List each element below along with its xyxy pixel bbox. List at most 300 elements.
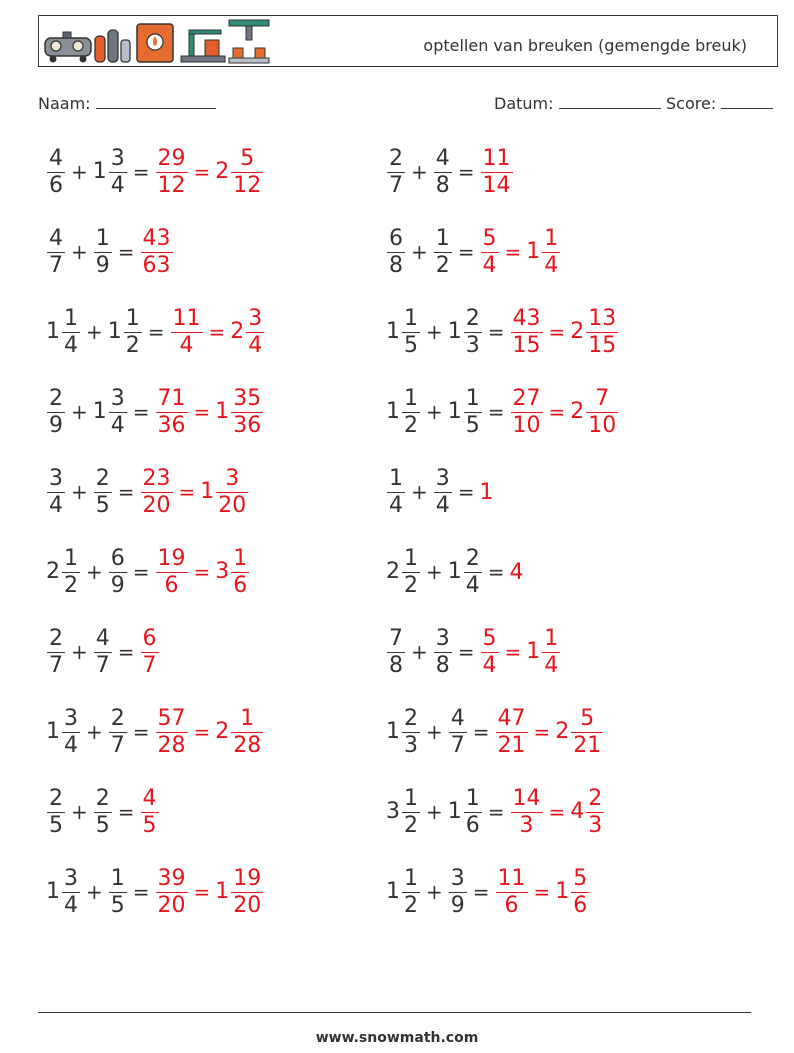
addend-2-numerator: 4 (95, 626, 110, 652)
problem-item (386, 620, 561, 684)
answer-improper-denominator: 4 (482, 252, 497, 278)
addend-1-numerator: 3 (64, 866, 78, 892)
addend-1-fraction (387, 626, 405, 678)
addend-2-denominator: 5 (465, 412, 480, 438)
equals-sign: = (117, 480, 135, 504)
score-label: Score: (666, 94, 717, 113)
answer-improper-numerator: 47 (497, 706, 526, 732)
answer-improper-numerator: 23 (142, 466, 171, 492)
equals-sign: = (117, 640, 135, 664)
addend-1 (386, 546, 421, 598)
problem-item (386, 700, 604, 764)
answer (495, 706, 605, 758)
answer-mixed (555, 706, 604, 758)
problem-item (386, 300, 619, 364)
addend-1-denominator: 4 (64, 332, 78, 358)
answer-mixed (215, 546, 250, 598)
plus-sign: + (71, 800, 88, 824)
addend-1-whole: 1 (386, 719, 400, 744)
plus-sign: + (86, 320, 103, 344)
equals-sign: = (504, 640, 522, 664)
answer-improper-fraction (496, 866, 528, 918)
answer-improper-denominator: 5 (142, 812, 157, 838)
worksheet-header (38, 15, 778, 67)
plus-sign: + (426, 880, 443, 904)
addend-2 (433, 226, 453, 278)
equals-sign: = (457, 160, 475, 184)
addend-1-denominator: 4 (64, 892, 78, 918)
addend-1 (46, 546, 81, 598)
addend-2-fraction (464, 786, 482, 838)
answer-mixed-whole: 1 (215, 399, 230, 424)
equals-sign: = (132, 160, 150, 184)
addend-2-fraction (109, 146, 127, 198)
addend-2-denominator: 8 (435, 652, 450, 678)
answer-mixed-whole: 4 (570, 799, 585, 824)
answer-mixed (230, 306, 265, 358)
plus-sign: + (86, 880, 103, 904)
addend-2-fraction (94, 786, 112, 838)
equals-sign: = (193, 720, 211, 744)
name-blank[interactable] (96, 94, 216, 109)
plus-sign: + (71, 160, 88, 184)
answer (480, 626, 562, 678)
answer-mixed-denominator: 36 (233, 412, 262, 438)
answer-improper-whole: 1 (479, 479, 494, 505)
answer-improper-fraction (141, 466, 173, 518)
answer-mixed-fraction (231, 146, 263, 198)
addend-2-denominator: 9 (450, 892, 465, 918)
answer-mixed-whole: 1 (215, 879, 230, 904)
answer-mixed-fraction (231, 546, 249, 598)
addend-2 (93, 146, 128, 198)
problem-item (46, 540, 250, 604)
answer-improper-denominator: 63 (142, 252, 171, 278)
answer (480, 226, 562, 278)
addend-1-numerator: 3 (49, 466, 63, 492)
addend-1-whole: 1 (46, 879, 60, 904)
addend-2 (433, 626, 453, 678)
addend-2-numerator: 1 (110, 866, 125, 892)
equals-sign: = (132, 560, 150, 584)
score-field[interactable] (666, 94, 773, 113)
footer-url: www.snowmath.com (315, 1030, 479, 1046)
problem-item (46, 860, 264, 924)
addend-1-fraction (47, 626, 65, 678)
addend-2-denominator: 2 (125, 332, 140, 358)
answer-mixed (215, 386, 264, 438)
addend-1 (46, 786, 66, 838)
addend-2-whole: 1 (447, 319, 462, 344)
problem-item (386, 140, 514, 204)
answer-mixed-whole: 2 (230, 319, 245, 344)
answer-improper-fraction (156, 866, 188, 918)
addend-2 (433, 146, 453, 198)
plus-sign: + (71, 400, 88, 424)
answer-improper-numerator: 29 (157, 146, 186, 172)
problem-item (46, 380, 264, 444)
answer-mixed-denominator: 6 (573, 892, 588, 918)
equals-sign: = (472, 720, 490, 744)
answer-improper-denominator: 20 (157, 892, 186, 918)
addend-1 (46, 306, 81, 358)
answer-improper-numerator: 6 (142, 626, 157, 652)
answer-improper (140, 786, 160, 838)
equals-sign: = (132, 880, 150, 904)
answer-improper-fraction (511, 786, 543, 838)
addend-1-numerator: 7 (389, 626, 403, 652)
answer-mixed-whole: 2 (215, 159, 230, 184)
addend-1 (386, 626, 406, 678)
answer-improper (495, 706, 529, 758)
equals-sign: = (178, 480, 196, 504)
answer-mixed (570, 386, 619, 438)
addend-1-denominator: 4 (64, 732, 78, 758)
answer-mixed-denominator: 20 (233, 892, 262, 918)
addend-2 (93, 626, 113, 678)
answer-improper-numerator: 14 (512, 786, 541, 812)
problem-item (46, 780, 160, 844)
answer (140, 786, 160, 838)
addend-1-fraction (47, 786, 65, 838)
addend-1-numerator: 1 (404, 386, 418, 412)
equals-sign: = (533, 880, 551, 904)
answer-mixed-whole: 2 (555, 719, 570, 744)
answer-improper-numerator: 11 (497, 866, 526, 892)
plus-sign: + (426, 400, 443, 424)
answer-mixed-numerator: 1 (544, 226, 559, 252)
answer (510, 786, 606, 838)
addend-2-denominator: 4 (465, 572, 480, 598)
answer (155, 546, 251, 598)
addend-2-numerator: 4 (450, 706, 465, 732)
score-blank[interactable] (721, 94, 773, 109)
answer-mixed-numerator: 1 (233, 546, 248, 572)
answer (510, 306, 620, 358)
answer (480, 480, 495, 505)
addend-1 (46, 466, 66, 518)
answer-mixed-numerator: 13 (588, 306, 617, 332)
addend-2-fraction (94, 626, 112, 678)
addend-1-numerator: 1 (404, 866, 418, 892)
addend-2-numerator: 4 (435, 146, 450, 172)
addend-1-numerator: 1 (404, 306, 418, 332)
addend-2-fraction (449, 866, 467, 918)
answer-mixed (215, 706, 264, 758)
answer-improper-numerator: 11 (482, 146, 511, 172)
addend-2-fraction (464, 386, 482, 438)
addend-2 (448, 706, 468, 758)
addend-1-numerator: 3 (64, 706, 78, 732)
addend-2 (93, 786, 113, 838)
answer-improper-denominator: 28 (157, 732, 186, 758)
answer-improper-numerator: 27 (512, 386, 541, 412)
date-label: Datum: (494, 94, 554, 113)
addend-2-whole: 1 (447, 399, 462, 424)
plus-sign: + (86, 560, 103, 584)
addend-2 (448, 546, 483, 598)
addend-1-numerator: 2 (49, 786, 63, 812)
addend-1 (386, 306, 421, 358)
answer-improper (510, 306, 544, 358)
answer-improper-fraction (511, 306, 543, 358)
addend-2-fraction (109, 546, 127, 598)
answer-mixed-whole: 2 (215, 719, 230, 744)
addend-2-fraction (434, 626, 452, 678)
addend-1 (386, 786, 421, 838)
answer-improper (155, 386, 189, 438)
addend-2 (433, 466, 453, 518)
answer-mixed-whole: 1 (526, 239, 541, 264)
addend-2-denominator: 5 (110, 892, 125, 918)
addend-1-denominator: 2 (404, 412, 418, 438)
equals-sign: = (487, 400, 505, 424)
addend-2 (448, 866, 468, 918)
answer-improper (140, 626, 160, 678)
addend-1-fraction (402, 786, 420, 838)
addend-1-numerator: 1 (389, 466, 403, 492)
answer-mixed-denominator: 4 (544, 252, 559, 278)
addend-1-fraction (47, 146, 65, 198)
addend-2-numerator: 2 (465, 306, 480, 332)
equals-sign: = (193, 880, 211, 904)
answer-mixed-fraction (586, 786, 604, 838)
answer-mixed-denominator: 12 (233, 172, 262, 198)
addend-2-denominator: 3 (465, 332, 480, 358)
answer-mixed-denominator: 4 (544, 652, 559, 678)
addend-2-denominator: 9 (95, 252, 110, 278)
equals-sign: = (548, 800, 566, 824)
answer-improper-fraction (156, 546, 188, 598)
answer-mixed (526, 226, 561, 278)
addend-1-whole: 1 (386, 399, 400, 424)
addend-1 (386, 386, 421, 438)
addend-2-fraction (109, 386, 127, 438)
answer-mixed-numerator: 5 (580, 706, 595, 732)
name-label: Naam: (38, 94, 91, 113)
problem-item (46, 140, 264, 204)
answer-mixed-whole: 3 (215, 559, 230, 584)
addend-1 (46, 866, 81, 918)
answer-improper-denominator: 6 (504, 892, 519, 918)
answer-mixed-numerator: 5 (240, 146, 255, 172)
answer-mixed-denominator: 15 (588, 332, 617, 358)
addend-1-fraction (402, 866, 420, 918)
answer (510, 386, 620, 438)
addend-2 (108, 306, 143, 358)
answer-improper (480, 480, 495, 505)
addend-2-denominator: 9 (110, 572, 125, 598)
addend-1-numerator: 2 (49, 386, 63, 412)
answer-mixed-denominator: 21 (573, 732, 602, 758)
addend-1-denominator: 7 (49, 652, 63, 678)
addend-1-fraction (62, 546, 80, 598)
addend-2-denominator: 7 (110, 732, 125, 758)
answer-improper (510, 386, 544, 438)
answer-improper-denominator: 14 (482, 172, 511, 198)
addend-2-denominator: 4 (110, 172, 125, 198)
addend-2 (448, 386, 483, 438)
addend-1-fraction (62, 306, 80, 358)
addend-1 (386, 466, 406, 518)
addend-2-numerator: 2 (95, 466, 110, 492)
answer-improper (480, 146, 514, 198)
addend-2-denominator: 4 (110, 412, 125, 438)
answer-mixed-fraction (542, 226, 560, 278)
worksheet-title: optellen van breuken (gemengde breuk) (423, 36, 747, 55)
addend-2-denominator: 2 (435, 252, 450, 278)
equals-sign: = (208, 320, 226, 344)
answer-mixed-fraction (586, 306, 618, 358)
addend-1-denominator: 8 (389, 252, 403, 278)
answer-improper (480, 626, 500, 678)
problem-item (46, 300, 265, 364)
answer-improper-numerator: 11 (172, 306, 201, 332)
addend-2-numerator: 6 (110, 546, 125, 572)
equals-sign: = (117, 240, 135, 264)
addend-1-denominator: 2 (404, 892, 418, 918)
answer-mixed-numerator: 3 (225, 466, 240, 492)
answer-improper-fraction (156, 146, 188, 198)
addend-1-denominator: 2 (404, 572, 418, 598)
footer-divider (38, 1012, 751, 1013)
addend-1-denominator: 4 (389, 492, 403, 518)
addend-2-denominator: 6 (465, 812, 480, 838)
equals-sign: = (548, 400, 566, 424)
addend-1 (46, 386, 66, 438)
equals-sign: = (117, 800, 135, 824)
addend-1-whole: 3 (386, 799, 400, 824)
addend-1-fraction (62, 706, 80, 758)
addend-1 (46, 226, 66, 278)
addend-2-fraction (94, 226, 112, 278)
answer-mixed-numerator: 5 (573, 866, 588, 892)
addend-2-whole: 1 (107, 319, 122, 344)
answer-mixed (555, 866, 590, 918)
addend-1-fraction (402, 306, 420, 358)
answer-mixed (570, 786, 605, 838)
addend-1-denominator: 7 (389, 172, 403, 198)
addend-1-denominator: 8 (389, 652, 403, 678)
equals-sign: = (457, 480, 475, 504)
answer-mixed (526, 626, 561, 678)
answer-improper (495, 866, 529, 918)
answer-improper-fraction (496, 706, 528, 758)
addend-1-numerator: 2 (404, 706, 418, 732)
answer-improper-denominator: 15 (512, 332, 541, 358)
answer-mixed (215, 866, 264, 918)
addend-1-whole: 2 (386, 559, 400, 584)
answer-improper-numerator: 39 (157, 866, 186, 892)
answer-improper-numerator: 43 (512, 306, 541, 332)
equals-sign: = (147, 320, 165, 344)
answer-improper-denominator: 36 (157, 412, 186, 438)
addend-1-fraction (47, 386, 65, 438)
plus-sign: + (71, 240, 88, 264)
plus-sign: + (71, 640, 88, 664)
answer (140, 626, 160, 678)
addend-2 (108, 706, 128, 758)
answer (155, 146, 265, 198)
addend-1-fraction (387, 226, 405, 278)
answer-improper-fraction (156, 706, 188, 758)
addend-1-whole: 1 (46, 719, 60, 744)
addend-2-fraction (464, 306, 482, 358)
name-field[interactable] (38, 94, 216, 113)
answer-improper-fraction (481, 146, 513, 198)
answer-improper-denominator: 6 (164, 572, 179, 598)
equals-sign: = (132, 400, 150, 424)
answer-mixed-denominator: 3 (588, 812, 603, 838)
addend-2-numerator: 1 (465, 786, 480, 812)
plus-sign: + (86, 720, 103, 744)
answer-mixed-fraction (231, 866, 263, 918)
answer-improper-denominator: 20 (142, 492, 171, 518)
addend-1 (386, 226, 406, 278)
plus-sign: + (71, 480, 88, 504)
problem-item (46, 700, 264, 764)
answer-mixed-numerator: 19 (233, 866, 262, 892)
addend-1-whole: 2 (46, 559, 60, 584)
answer-mixed (200, 466, 249, 518)
addend-2 (448, 786, 483, 838)
answer-improper-fraction (171, 306, 203, 358)
addend-2-denominator: 7 (450, 732, 465, 758)
addend-1-numerator: 4 (49, 146, 63, 172)
answer-improper-denominator: 4 (482, 652, 497, 678)
answer-improper (155, 546, 189, 598)
answer (140, 226, 174, 278)
plus-sign: + (411, 240, 428, 264)
answer-mixed-denominator: 10 (588, 412, 617, 438)
answer-improper-denominator: 12 (157, 172, 186, 198)
plus-sign: + (411, 640, 428, 664)
answer-improper-numerator: 5 (482, 626, 497, 652)
addend-1-numerator: 1 (64, 546, 78, 572)
date-field[interactable] (494, 94, 661, 113)
equals-sign: = (132, 720, 150, 744)
addend-1-fraction (402, 386, 420, 438)
date-blank[interactable] (559, 94, 661, 109)
equals-sign: = (504, 240, 522, 264)
answer-mixed-whole: 1 (555, 879, 570, 904)
answer (155, 386, 265, 438)
answer-improper-denominator: 3 (519, 812, 534, 838)
answer-improper (155, 706, 189, 758)
problem-item (386, 540, 525, 604)
addend-2-numerator: 3 (435, 626, 450, 652)
problem-item (386, 780, 605, 844)
answer-improper (155, 146, 189, 198)
answer-improper-numerator: 19 (157, 546, 186, 572)
answer-mixed-numerator: 3 (248, 306, 263, 332)
equals-sign: = (193, 160, 211, 184)
answer (480, 146, 514, 198)
addend-1-fraction (47, 226, 65, 278)
answer-improper-whole: 4 (509, 559, 524, 585)
addend-2-numerator: 2 (95, 786, 110, 812)
addend-2-fraction (124, 306, 142, 358)
addend-1-fraction (387, 146, 405, 198)
addend-2 (108, 866, 128, 918)
answer-improper-denominator: 4 (179, 332, 194, 358)
addend-1-whole: 1 (46, 319, 60, 344)
answer-mixed-numerator: 1 (240, 706, 255, 732)
answer-improper-fraction (511, 386, 543, 438)
addend-2 (108, 546, 128, 598)
answer-improper-fraction (141, 786, 159, 838)
addend-1 (46, 626, 66, 678)
